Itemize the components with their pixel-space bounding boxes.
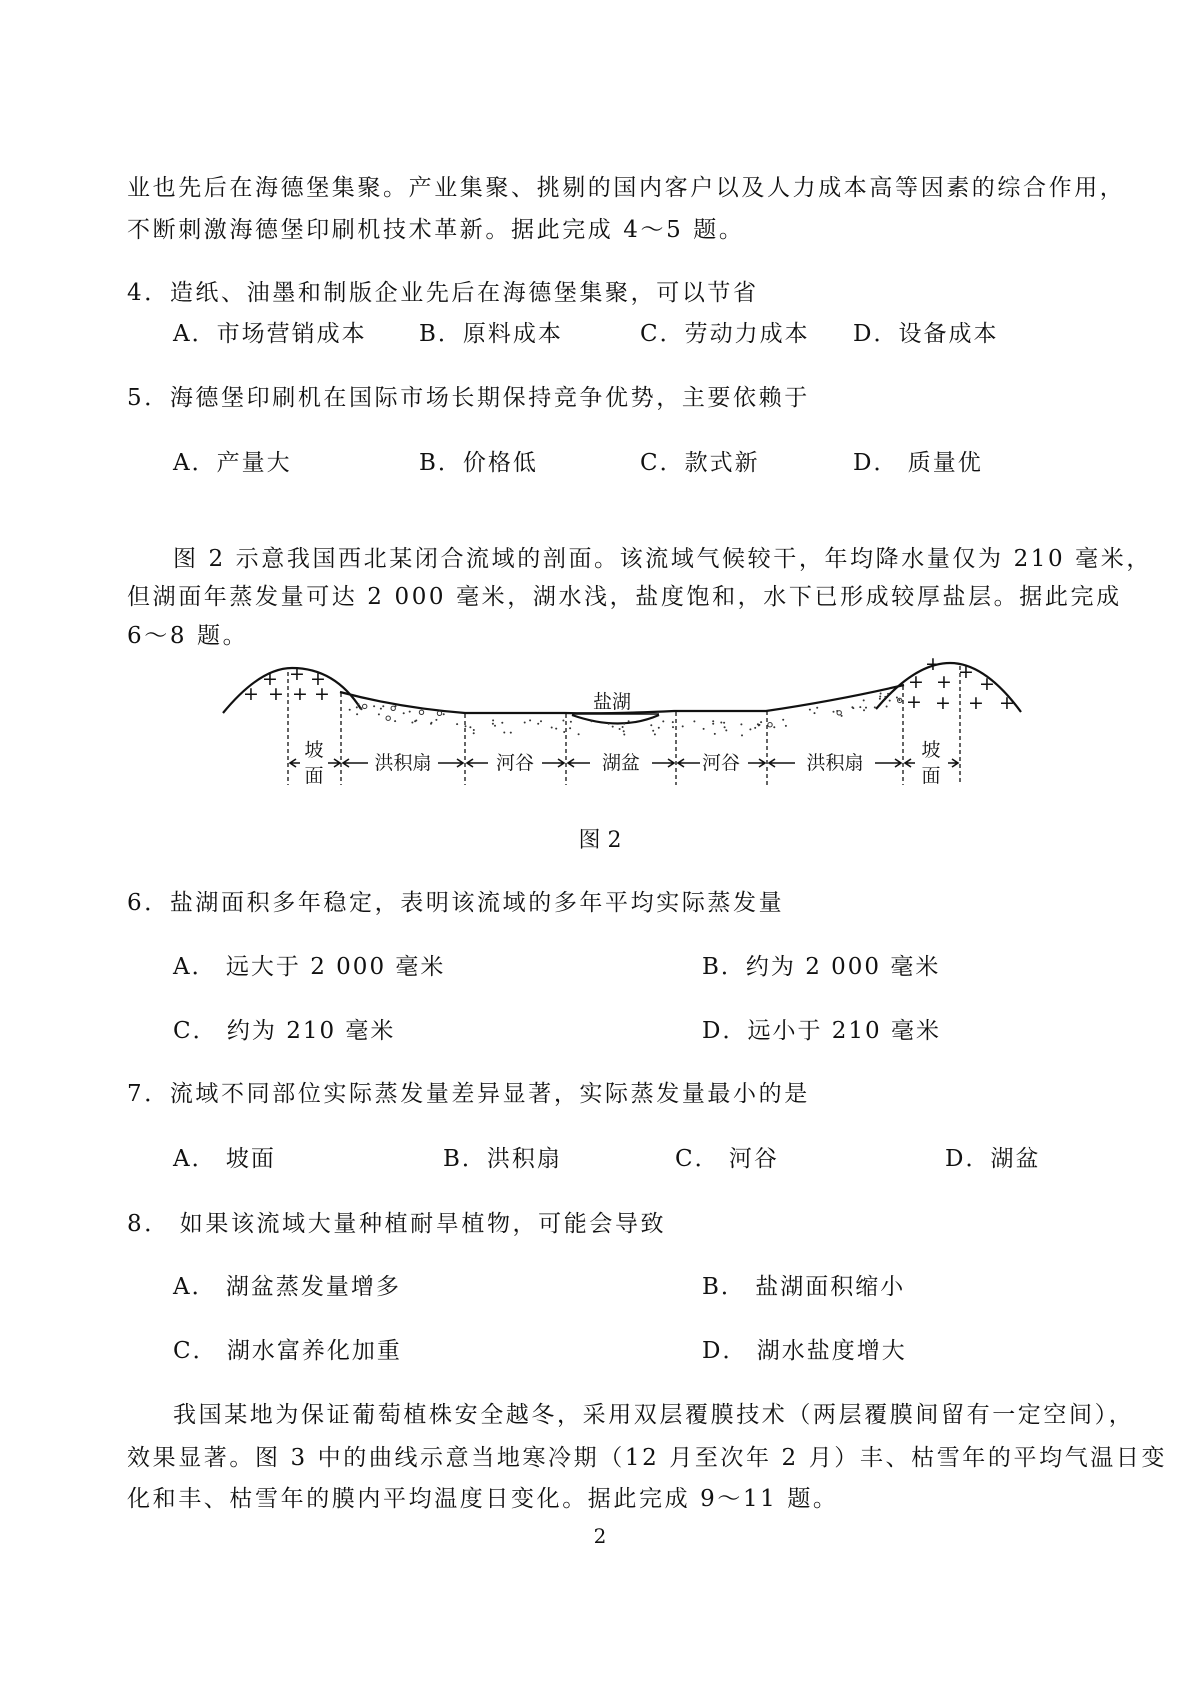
zone-arrow bbox=[568, 759, 590, 767]
sediment-dot bbox=[814, 712, 816, 714]
sediment-dot bbox=[714, 733, 716, 735]
question-7-option-c: C． 河谷 bbox=[675, 1146, 779, 1172]
sediment-dot bbox=[403, 712, 405, 714]
cross-mark: + bbox=[292, 683, 308, 705]
slope-label-right-bottom: 面 bbox=[921, 765, 941, 787]
sediment-dot bbox=[419, 710, 423, 714]
sediment-dot bbox=[492, 723, 494, 725]
intro-line-1: 业也先后在海德堡集聚。产业集聚、挑剔的国内客户以及人力成本高等因素的综合作用， bbox=[127, 175, 1126, 201]
zone-arrow bbox=[542, 759, 564, 767]
sediment-dot bbox=[465, 725, 467, 727]
sediment-dot bbox=[510, 732, 512, 734]
passage-2-line-2: 但湖面年蒸发量可达 2 000 毫米，湖水浅，盐度饱和，水下已形成较厚盐层。据此完成 bbox=[127, 584, 1122, 610]
zone-arrow bbox=[438, 759, 463, 767]
sediment-dot bbox=[712, 723, 714, 725]
sediment-dot bbox=[503, 732, 505, 734]
cross-mark: + bbox=[936, 671, 952, 693]
cross-mark: + bbox=[958, 661, 974, 683]
page-number: 2 bbox=[593, 1524, 607, 1548]
sediment-dot bbox=[652, 730, 654, 732]
sediment-dot bbox=[358, 703, 360, 705]
sediment-dot bbox=[889, 700, 891, 702]
zone-arrow bbox=[328, 759, 340, 767]
question-5-option-a: A．产量大 bbox=[173, 450, 292, 476]
sediment-dot bbox=[529, 719, 531, 721]
sediment-dot bbox=[852, 707, 854, 709]
sediment-dot bbox=[898, 699, 900, 701]
sediment-dot bbox=[578, 733, 580, 735]
question-6-option-c: C． 约为 210 毫米 bbox=[173, 1018, 396, 1044]
sediment-dot bbox=[833, 711, 835, 713]
zone-arrow bbox=[467, 759, 488, 767]
sediment-dot bbox=[863, 699, 865, 701]
sediment-dot bbox=[501, 722, 503, 724]
sediment-dot bbox=[879, 696, 881, 698]
sediment-dot bbox=[492, 719, 494, 721]
sediment-dot bbox=[773, 726, 775, 728]
zone-arrow bbox=[343, 759, 368, 767]
sediment-dot bbox=[863, 709, 865, 711]
sediment-dot bbox=[654, 733, 656, 735]
sediment-dot bbox=[394, 720, 396, 722]
question-7-option-b: B．洪积扇 bbox=[443, 1146, 562, 1172]
sediment-dot bbox=[682, 725, 684, 727]
sediment-dot bbox=[785, 725, 787, 727]
sediment-dot bbox=[723, 722, 725, 724]
question-6-option-b: B．约为 2 000 毫米 bbox=[702, 954, 941, 980]
sediment-dot bbox=[563, 731, 565, 733]
sediment-dot bbox=[768, 723, 772, 727]
sediment-dot bbox=[537, 723, 539, 725]
sediment-dot bbox=[896, 697, 898, 699]
zone-arrow bbox=[905, 759, 915, 767]
sediment-dot bbox=[469, 726, 471, 728]
question-5-option-d: D． 质量优 bbox=[853, 450, 983, 476]
cross-mark: + bbox=[935, 692, 951, 714]
sediment-dot bbox=[741, 734, 743, 736]
question-5-stem: 5．海德堡印刷机在国际市场长期保持竞争优势，主要依赖于 bbox=[127, 385, 810, 411]
sediment-dot bbox=[437, 711, 441, 715]
sediment-dot bbox=[524, 722, 526, 724]
zone-label-alluvial-fan-right: 洪积扇 bbox=[806, 752, 864, 774]
zone-arrow bbox=[652, 759, 674, 767]
zone-arrow bbox=[290, 759, 300, 767]
zone-label-valley-right: 河谷 bbox=[701, 752, 741, 774]
sediment-dot bbox=[886, 706, 888, 708]
cross-mark: + bbox=[310, 668, 326, 690]
zone-label-lake-basin: 湖盆 bbox=[601, 752, 641, 774]
cross-mark: + bbox=[314, 683, 330, 705]
sediment-dot bbox=[865, 707, 867, 709]
sediment-dot bbox=[623, 723, 625, 725]
sediment-dot bbox=[884, 696, 886, 698]
sediment-dot bbox=[749, 728, 751, 730]
sediment-dot bbox=[628, 720, 630, 722]
question-4-option-a: A．市场营销成本 bbox=[173, 321, 367, 347]
sediment-dot bbox=[720, 722, 722, 724]
sediment-dot bbox=[363, 704, 367, 708]
cross-mark: + bbox=[289, 663, 305, 685]
sediment-dot bbox=[494, 725, 496, 727]
sediment-dot bbox=[879, 698, 881, 700]
figure-2-basin-profile bbox=[210, 650, 1040, 800]
sediment-dot bbox=[562, 720, 564, 722]
sediment-dot bbox=[740, 723, 742, 725]
cross-mark: + bbox=[262, 668, 278, 690]
question-4-option-d: D．设备成本 bbox=[853, 321, 999, 347]
question-4-option-b: B．原料成本 bbox=[419, 321, 563, 347]
cross-mark: + bbox=[268, 683, 284, 705]
question-8-option-d: D． 湖水盐度增大 bbox=[702, 1338, 907, 1364]
passage-2-line-1: 图 2 示意我国西北某闭合流域的剖面。该流域气候较干，年均降水量仅为 210 毫米， bbox=[173, 546, 1152, 572]
sediment-dot bbox=[551, 727, 553, 729]
sediment-dot bbox=[874, 706, 876, 708]
sediment-dot bbox=[754, 727, 756, 729]
slope-label-right-top: 坡 bbox=[921, 739, 941, 761]
sediment-dot bbox=[391, 706, 395, 710]
cross-mark: + bbox=[906, 691, 922, 713]
cross-mark: + bbox=[908, 671, 924, 693]
sediment-dot bbox=[693, 720, 695, 722]
sediment-dot bbox=[782, 719, 784, 721]
cross-mark: + bbox=[968, 692, 984, 714]
sediment-dot bbox=[658, 727, 660, 729]
sediment-dot bbox=[360, 707, 362, 709]
sediment-dot bbox=[650, 724, 652, 726]
sediment-dot bbox=[880, 693, 882, 695]
question-8-option-b: B． 盐湖面积缩小 bbox=[702, 1274, 906, 1300]
sediment-dot bbox=[570, 721, 572, 723]
zone-arrow bbox=[748, 759, 765, 767]
sediment-dot bbox=[349, 709, 351, 711]
cross-mark: + bbox=[979, 673, 995, 695]
sediment-dot bbox=[712, 720, 714, 722]
sediment-dot bbox=[373, 705, 375, 707]
sediment-dot bbox=[386, 716, 390, 720]
sediment-dot bbox=[569, 727, 571, 729]
question-6-option-a: A． 远大于 2 000 毫米 bbox=[173, 954, 446, 980]
sediment-dot bbox=[809, 709, 811, 711]
question-8-stem: 8． 如果该流域大量种植耐旱植物，可能会导致 bbox=[127, 1211, 667, 1237]
zone-arrow bbox=[948, 759, 958, 767]
sediment-dot bbox=[841, 715, 843, 717]
sediment-dot bbox=[409, 711, 411, 713]
sediment-dot bbox=[608, 723, 610, 725]
question-8-option-c: C． 湖水富养化加重 bbox=[173, 1338, 402, 1364]
question-5-option-c: C．款式新 bbox=[640, 450, 760, 476]
sediment-dot bbox=[758, 724, 760, 726]
question-4-stem: 4．造纸、油墨和制版企业先后在海德堡集聚，可以节省 bbox=[127, 280, 759, 306]
sediment-dot bbox=[473, 732, 475, 734]
zone-label-valley-left: 河谷 bbox=[495, 752, 535, 774]
passage-3-line-3: 化和丰、枯雪年的膜内平均温度日变化。据此完成 9～11 题。 bbox=[127, 1486, 839, 1512]
sediment-dot bbox=[356, 706, 358, 708]
intro-line-2: 不断刺激海德堡印刷机技术革新。据此完成 4～5 题。 bbox=[127, 217, 745, 243]
sediment-dot bbox=[724, 726, 726, 728]
sediment-dot bbox=[540, 720, 542, 722]
question-8-option-a: A． 湖盆蒸发量增多 bbox=[173, 1274, 401, 1300]
sediment-dot bbox=[612, 726, 614, 728]
zone-arrow bbox=[678, 759, 700, 767]
sediment-dot bbox=[431, 722, 433, 724]
sediment-dot bbox=[378, 713, 380, 715]
sediment-dot bbox=[456, 723, 458, 725]
sediment-dot bbox=[619, 728, 621, 730]
sediment-dot bbox=[672, 721, 674, 723]
sediment-dot bbox=[725, 729, 727, 731]
passage-2-line-3: 6～8 题。 bbox=[127, 623, 249, 649]
figure-2-caption: 图 2 bbox=[578, 828, 622, 853]
passage-3-line-2: 效果显著。图 3 中的曲线示意当地寒冷期（12 月至次年 2 月）丰、枯雪年的平均气温日变 bbox=[127, 1445, 1168, 1471]
sediment-dot bbox=[837, 711, 841, 715]
zone-arrow bbox=[875, 759, 901, 767]
sediment-dot bbox=[816, 707, 818, 709]
cross-mark: + bbox=[243, 683, 259, 705]
sediment-dot bbox=[382, 705, 384, 707]
sediment-dot bbox=[435, 719, 437, 721]
sediment-dot bbox=[622, 726, 624, 728]
sediment-dot bbox=[662, 720, 664, 722]
question-7-option-d: D．湖盆 bbox=[945, 1146, 1041, 1172]
sediment-dot bbox=[473, 729, 475, 731]
passage-3-line-1: 我国某地为保证葡萄植株安全越冬，采用双层覆膜技术（两层覆膜间留有一定空间）， bbox=[173, 1402, 1135, 1428]
cross-mark: + bbox=[925, 653, 941, 675]
question-5-option-b: B．价格低 bbox=[419, 450, 538, 476]
question-7-option-a: A． 坡面 bbox=[173, 1146, 276, 1172]
sediment-dot bbox=[591, 720, 593, 722]
sediment-dot bbox=[859, 706, 861, 708]
cross-mark: + bbox=[999, 692, 1015, 714]
slope-label-left-top: 坡 bbox=[304, 739, 324, 761]
slope-label-left-bottom: 面 bbox=[304, 765, 324, 787]
zone-label-alluvial-fan-left: 洪积扇 bbox=[374, 752, 432, 774]
sediment-dot bbox=[703, 728, 705, 730]
sediment-dot bbox=[415, 720, 417, 722]
sediment-dot bbox=[380, 708, 382, 710]
sediment-dot bbox=[672, 726, 674, 728]
sediment-dot bbox=[623, 730, 625, 732]
sediment-dot bbox=[887, 693, 889, 695]
salt-lake-label: 盐湖 bbox=[592, 691, 632, 713]
sediment-dot bbox=[411, 722, 413, 724]
sediment-dot bbox=[443, 713, 445, 715]
zone-arrow bbox=[769, 759, 795, 767]
question-6-stem: 6．盐湖面积多年稳定，表明该流域的多年平均实际蒸发量 bbox=[127, 890, 785, 916]
sediment-dot bbox=[356, 713, 358, 715]
sediment-dot bbox=[760, 721, 762, 723]
question-4-option-c: C．劳动力成本 bbox=[640, 321, 810, 347]
question-7-stem: 7．流域不同部位实际蒸发量差异显著，实际蒸发量最小的是 bbox=[127, 1081, 810, 1107]
question-6-option-d: D．远小于 210 毫米 bbox=[702, 1018, 941, 1044]
sediment-dot bbox=[555, 728, 557, 730]
sediment-dot bbox=[623, 734, 625, 736]
